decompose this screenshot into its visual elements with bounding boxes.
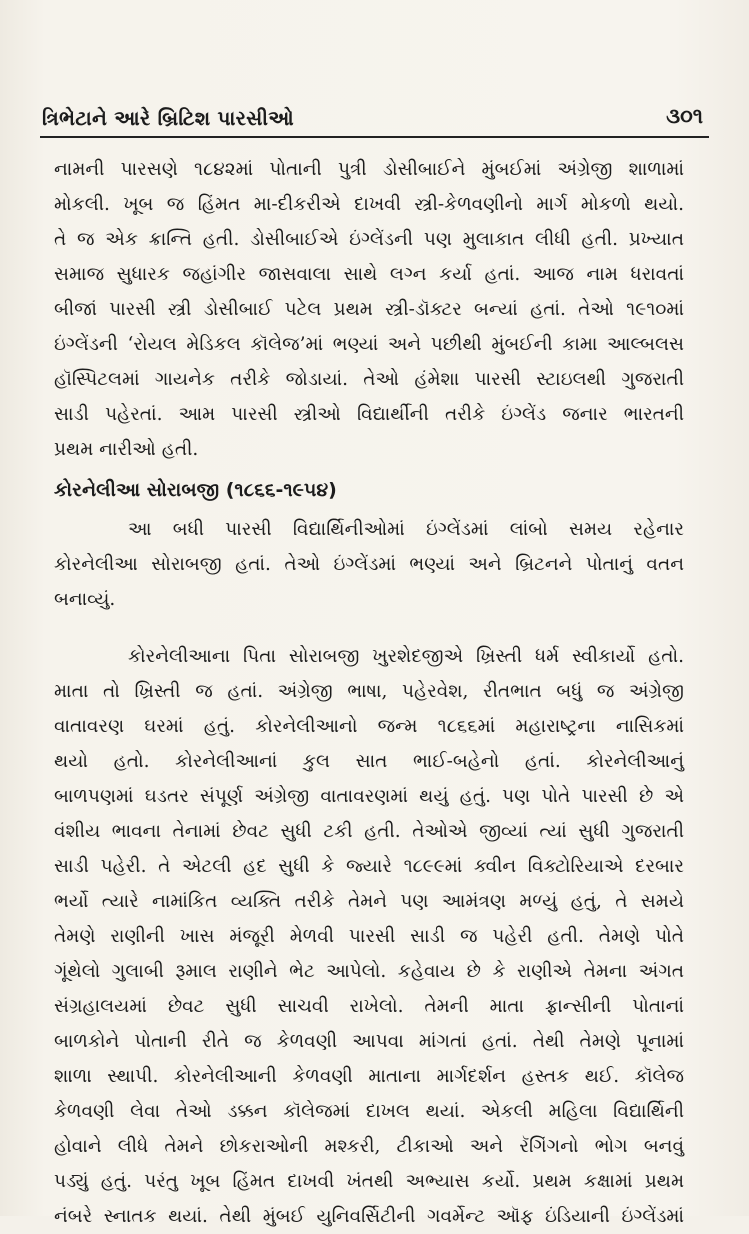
running-head	[40, 96, 709, 136]
header-rule	[40, 136, 709, 138]
text-line: બીજાં પારસી સ્ત્રી ડોસીબાઈ પટેલ પ્રથમ સ્ત્રી-ડૉક્ટર બન્યાં હતાં. તેઓ ૧૯૧૦માં	[54, 299, 684, 320]
text-line: માતા તો ખ્રિસ્તી જ હતાં. અંગ્રેજી ભાષા, પહેરવેશ, રીતભાત બધું જ અંગ્રેજી	[54, 681, 684, 702]
text-line: બાળપણમાં ઘડતર સંપૂર્ણ અંગ્રેજી વાતાવરણમાં થયું હતું. પણ પોતે પારસી છે એ	[54, 786, 684, 807]
text-line: તેમણે રાણીની ખાસ મંજૂરી મેળવી પારસી સાડી જ પહેરી હતી. તેમણે પોતે	[54, 926, 684, 947]
page-number: ૩૦૧	[666, 104, 703, 128]
text-line: ભર્યો ત્યારે નામાંકિત વ્યક્તિ તરીકે તેમને પણ આમંત્રણ મળ્યું હતું, તે સમયે	[54, 891, 684, 912]
paragraph-gap	[54, 617, 684, 639]
text-line: થયો હતો. કોરનેલીઆનાં કુલ સાત ભાઈ-બહેનો હતાં. કોરનેલીઆનું	[54, 751, 684, 772]
text-line: પ્રથમ નારીઓ હતી.	[54, 439, 199, 460]
text-line: આ બધી પારસી વિદ્યાર્થિનીઓમાં ઇંગ્લેંડમાં લાંબો સમય રહેનાર	[128, 519, 684, 540]
text-line: બાળકોને પોતાની રીતે જ કેળવણી આપવા માંગતાં હતાં. તેથી તેમણે પૂનામાં	[54, 1031, 684, 1052]
text-line: મોકલી. ખૂબ જ હિંમત મા-દીકરીએ દાખવી સ્ત્રી-કેળવણીનો માર્ગ મોકળો થયો.	[54, 194, 684, 215]
text-line: વંશીય ભાવના તેનામાં છેવટ સુધી ટકી હતી. તેઓએ જીવ્યાં ત્યાં સુધી ગુજરાતી	[54, 821, 684, 842]
section-heading: કોરનેલીઆ સોરાબજી (૧૮૬૬-૧૯૫૪)	[54, 479, 337, 501]
text-line: સમાજ સુધારક જહાંગીર જાસવાલા સાથે લગ્ન કર્યા હતાં. આજ નામ ધરાવતાં	[54, 264, 684, 285]
text-line: સાડી પહેરતાં. આમ પારસી સ્ત્રીઓ વિદ્યાર્થીની તરીકે ઇંગ્લેંડ જનાર ભારતની	[54, 404, 684, 425]
text-line: હોવાને લીધે તેમને છોકરાઓની મશ્કરી, ટીકાઓ અને રૅગિંગનો ભોગ બનવું	[54, 1136, 684, 1157]
text-line: નામની પારસણે ૧૮૪૨માં પોતાની પુત્રી ડોસીબાઈને મુંબઈમાં અંગ્રેજી શાળામાં	[54, 159, 684, 180]
text-line: ગૂંથેલો ગુલાબી રૂમાલ રાણીને ભેટ આપેલો. કહેવાય છે કે રાણીએ તેમના અંગત	[54, 961, 684, 982]
text-line: હૉસ્પિટલમાં ગાયનેક તરીકે જોડાયાં. તેઓ હંમેશા પારસી સ્ટાઇલથી ગુજરાતી	[54, 369, 684, 390]
text-line: પડ્યું હતું. પરંતુ ખૂબ હિંમત દાખવી ખંતથી અભ્યાસ કર્યો. પ્રથમ કક્ષામાં પ્રથમ	[54, 1171, 684, 1192]
text-line: સાડી પહેરી. તે એટલી હદ સુધી કે જ્યારે ૧૮૯૯માં ક્વીન વિક્ટોરિયાએ દરબાર	[54, 856, 684, 877]
text-line: બનાવ્યું.	[54, 589, 116, 610]
text-line: કોરનેલીઆ સોરાબજી હતાં. તેઓ ઇંગ્લેંડમાં ભણ્યાં અને બ્રિટનને પોતાનું વતન	[54, 554, 684, 575]
text-line: તે જ એક ક્રાન્તિ હતી. ડોસીબાઈએ ઇંગ્લેંડની પણ મુલાકાત લીધી હતી. પ્રખ્યાત	[54, 229, 684, 250]
paragraph	[54, 639, 684, 1234]
paragraph	[54, 512, 684, 617]
paragraph	[54, 152, 684, 467]
text-line: સંગ્રહાલયમાં છેવટ સુધી સાચવી રાખેલો. તેમની માતા ફ્રાન્સીની પોતાનાં	[54, 996, 684, 1017]
text-line: કોરનેલીઆના પિતા સોરાબજી ખુરશેદજીએ ખ્રિસ્તી ધર્મ સ્વીકાર્યો હતો.	[128, 646, 684, 667]
text-line: કેળવણી લેવા તેઓ ડક્કન કૉલેજમાં દાખલ થયાં. એકલી મહિલા વિદ્યાર્થિની	[54, 1101, 684, 1122]
text-line: નંબરે સ્નાતક થયાં. તેથી મુંબઈ યુનિવર્સિટીની ગવર્મેન્ટ ઑફ ઇંડિયાની ઇંગ્લેંડમાં	[54, 1206, 684, 1227]
text-line: વાતાવરણ ઘરમાં હતું. કોરનેલીઆનો જન્મ ૧૮૬૬માં મહારાષ્ટ્રના નાસિકમાં	[54, 716, 684, 737]
text-line: શાળા સ્થાપી. કોરનેલીઆની કેળવણી માતાના માર્ગદર્શન હસ્તક થઈ. કૉલેજ	[54, 1066, 684, 1087]
running-head-title: ત્રિભેટાને આરે બ્રિટિશ પારસીઓ	[42, 106, 294, 130]
text-line: ઇંગ્લેંડની ‘રોયલ મેડિકલ કૉલેજ’માં ભણ્યાં અને પછીથી મુંબઈની કામા આલ્બલસ	[54, 334, 684, 355]
body-text	[54, 152, 684, 1234]
